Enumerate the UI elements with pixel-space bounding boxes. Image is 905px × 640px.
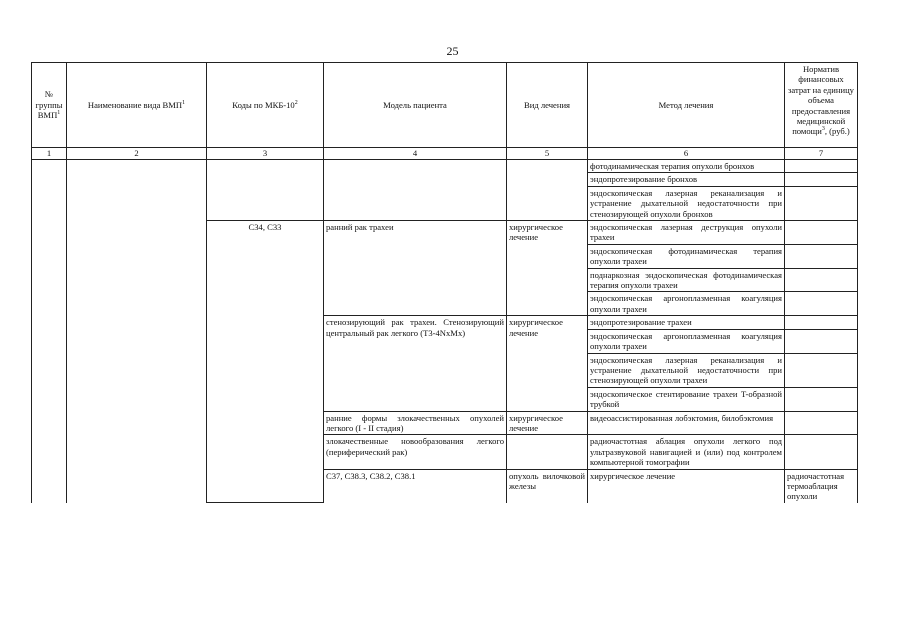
icd-codes-cell: C37, C38.3, C38.2, C38.1 [324,469,507,503]
table-row [32,160,858,173]
method-cell: эндопротезирование трахеи [588,316,785,329]
header-treatment-method: Метод лечения [588,63,785,148]
method-cell: эндоскопическое стентирование трахеи T-образной трубкой [588,387,785,411]
treatment-type-cell [507,160,588,221]
norm-cell [785,329,858,353]
header-treatment-type: Вид лечения [507,63,588,148]
header-financial-norm: Норматив финансовых затрат на единицу объема предоставления медицинской помощи$^3$, (руб.) [785,63,858,148]
icd-codes-cell: C34, C33 [207,221,324,503]
norm-cell [785,160,858,173]
treatment-type-cell: хирургическое лечение [588,469,785,503]
patient-model-cell: стенозирующий рак трахеи. Стенозирующий центральный рак легкого (T3-4NxMx) [324,316,507,411]
norm-cell [785,244,858,268]
norm-cell [785,387,858,411]
column-number: 4 [324,148,507,160]
method-cell: эндоскопическая лазерная деструкция опухоли трахеи [588,221,785,245]
patient-model-cell: опухоль вилочковой железы [507,469,588,503]
norm-cell [785,353,858,387]
norm-cell [785,173,858,186]
vmp-name-cell [67,160,207,503]
norm-cell [785,292,858,316]
norm-cell [785,221,858,245]
treatment-type-cell: хирургическое лечение [507,411,588,435]
method-cell: радиочастотная аблация опухоли легкого под ультразвуковой навигацией и (или) под контролем компьютерной томографии [588,435,785,469]
group-number-cell [32,160,67,503]
method-cell: фотодинамическая терапия опухоли бронхов [588,160,785,173]
method-cell: эндоскопическая аргоноплазменная коагуляция опухоли трахеи [588,329,785,353]
method-cell: эндопротезирование бронхов [588,173,785,186]
column-number: 6 [588,148,785,160]
patient-model-cell [324,160,507,221]
method-cell: эндоскопическая фотодинамическая терапия опухоли трахеи [588,244,785,268]
column-number: 2 [67,148,207,160]
column-number: 1 [32,148,67,160]
method-cell: поднаркозная эндоскопическая фотодинамическая терапия опухоли трахеи [588,268,785,292]
patient-model-cell: ранний рак трахеи [324,221,507,316]
method-cell: эндоскопическая аргоноплазменная коагуляция опухоли трахеи [588,292,785,316]
norm-cell [785,186,858,220]
treatment-type-cell: хирургическое лечение [507,316,588,411]
vmp-table [31,62,858,503]
norm-cell [785,411,858,435]
method-cell: радиочастотная термоаблация опухоли [785,469,858,503]
method-cell: эндоскопическая лазерная реканализация и устранение дыхательной недостаточности при стенозирующей опухоли трахеи [588,353,785,387]
method-cell: видеоассистированная лобэктомия, билобэктомия [588,411,785,435]
treatment-type-cell [507,435,588,469]
column-number-row [32,148,858,160]
page-number: 25 [446,44,459,58]
method-cell: эндоскопическая лазерная реканализация и устранение дыхательной недостаточности при стенозирующей опухоли бронхов [588,186,785,220]
header-patient-model: Модель пациента [324,63,507,148]
header-vmp-name: Наименование вида ВМП$^1$ [67,63,207,148]
header-group-number: № группы ВМП$^1$ [32,63,67,148]
norm-cell [785,435,858,469]
header-icd-codes: Коды по МКБ-$10^2$ [207,63,324,148]
column-number: 7 [785,148,858,160]
table-header-row [32,63,858,148]
patient-model-cell: ранние формы злокачественных опухолей легкого (I - II стадия) [324,411,507,435]
column-number: 3 [207,148,324,160]
column-number: 5 [507,148,588,160]
treatment-type-cell: хирургическое лечение [507,221,588,316]
norm-cell [785,316,858,329]
norm-cell [785,268,858,292]
patient-model-cell: злокачественные новообразования легкого (периферический рак) [324,435,507,469]
icd-codes-cell [207,160,324,221]
